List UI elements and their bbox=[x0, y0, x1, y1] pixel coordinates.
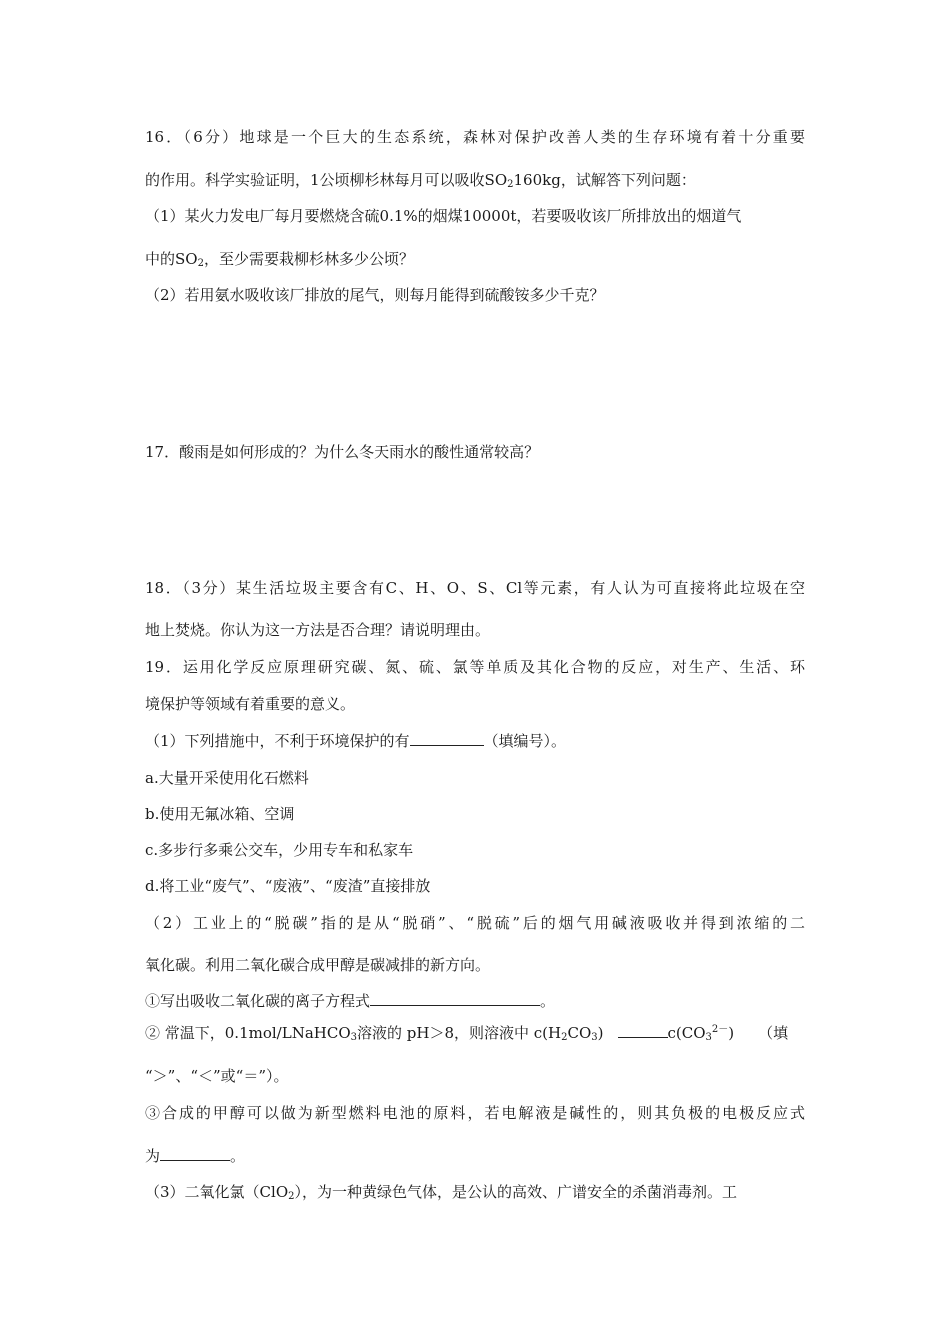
q16-subscript: 2 bbox=[507, 179, 514, 190]
q17-text: 17．酸雨是如何形成的？为什么冬天雨水的酸性通常较高？ bbox=[145, 443, 540, 461]
q19-part-3-text-a: （3）二氧化氯（ClO bbox=[145, 1183, 289, 1201]
q19-sub-2-text-b: 溶液的 pH＞8，则溶液中 c(H bbox=[357, 1024, 562, 1042]
q19-part-2-line-1: （2）工业上的“脱碳”指的是从“脱硝”、“脱硫”后的烟气用碱液吸收并得到浓缩的二 bbox=[145, 914, 805, 932]
q18-line-2: 地上焚烧。你认为这一方法是否合理？请说明理由。 bbox=[145, 621, 491, 639]
q19-sub-2-subscript-4: 3 bbox=[705, 1032, 712, 1043]
q19-option-b: b.使用无氟冰箱、空调 bbox=[145, 805, 295, 823]
q19-line-1: 19．运用化学反应原理研究碳、氮、硫、氯等单质及其化合物的反应，对生产、生活、环 bbox=[145, 658, 805, 676]
q19-sub-2-text-d: ) bbox=[597, 1024, 604, 1042]
q18-line-1: 18．（3分）某生活垃圾主要含有C、H、O、S、Cl等元素，有人认为可直接将此垃圾在空 bbox=[145, 579, 805, 597]
q19-sub-3-line-1: ③合成的甲醇可以做为新型燃料电池的原料，若电解液是碱性的，则其负极的电极反应式 bbox=[145, 1104, 805, 1122]
q19-sub-2-answer-blank[interactable] bbox=[618, 1023, 668, 1038]
q19-part-1-text-b: （填编号）。 bbox=[483, 732, 567, 750]
q19-sub-2-text-a: ② 常温下，0.1mol/LNaHCO bbox=[145, 1024, 351, 1042]
q16-part-1-line-2 bbox=[145, 249, 414, 269]
q19-sub-1 bbox=[145, 991, 555, 1011]
q19-part-3-text-b: ），为一种黄绿色气体，是公认的高效、广谱安全的杀菌消毒剂。工 bbox=[294, 1183, 738, 1201]
q19-part-3 bbox=[145, 1182, 737, 1202]
q16-line-2 bbox=[145, 170, 696, 190]
q19-sub-3-answer-blank[interactable] bbox=[160, 1146, 230, 1161]
q16-part-2: （2）若用氨水吸收该厂排放的尾气，则每月能得到硫酸铵多少千克？ bbox=[145, 286, 605, 304]
q19-option-d: d.将工业“废气”、“废液”、“废渣”直接排放 bbox=[145, 877, 431, 895]
q19-sub-1-answer-blank[interactable] bbox=[370, 991, 540, 1006]
q19-part-2-line-2: 氧化碳。利用二氧化碳合成甲醇是碳减排的新方向。 bbox=[145, 956, 491, 974]
q19-part-1 bbox=[145, 731, 566, 751]
q16-part-1-subscript: 2 bbox=[197, 258, 204, 269]
q19-sub-2 bbox=[145, 1023, 788, 1043]
q19-part-3-subscript: 2 bbox=[288, 1191, 295, 1202]
q19-sub-3-text-a: 为 bbox=[145, 1147, 161, 1165]
q19-part-1-text-a: （1）下列措施中，不利于环境保护的有 bbox=[145, 732, 410, 750]
q19-sub-1-text-a: ①写出吸收二氧化碳的离子方程式 bbox=[145, 992, 371, 1010]
q16-part-1-line-1: （1）某火力发电厂每月要燃烧含硫0.1%的烟煤10000t，若要吸收该厂所排放出的烟道气 bbox=[145, 207, 742, 225]
q16-part-1-text-a: 中的SO bbox=[145, 250, 198, 268]
q19-sub-1-text-b: 。 bbox=[540, 992, 556, 1010]
q16-part-1-text-b: ，至少需要栽柳杉林多少公顷？ bbox=[203, 250, 414, 268]
q19-sub-2-text-c: CO bbox=[567, 1024, 592, 1042]
q19-sub-3-text-b: 。 bbox=[230, 1147, 246, 1165]
q19-sub-2-text-e: c(CO bbox=[667, 1024, 706, 1042]
q19-sub-2-subscript-2: 2 bbox=[561, 1032, 568, 1043]
q19-option-c: c.多步行多乘公交车，少用专车和私家车 bbox=[145, 841, 414, 859]
q16-line-1: 16．（6分）地球是一个巨大的生态系统，森林对保护改善人类的生存环境有着十分重要 bbox=[145, 128, 805, 146]
q19-part-1-answer-blank[interactable] bbox=[410, 731, 484, 746]
q19-sub-2-line-2: “＞”、“＜”或“＝”）。 bbox=[145, 1067, 289, 1085]
q19-line-2: 境保护等领域有着重要的意义。 bbox=[145, 695, 356, 713]
q16-line-2-text-b: 160kg，试解答下列问题： bbox=[513, 171, 696, 189]
q16-line-2-text-a: 的作用。科学实验证明，1公顷柳杉林每月可以吸收SO bbox=[145, 171, 508, 189]
q19-sub-2-subscript-1: 3 bbox=[350, 1032, 357, 1043]
q19-sub-2-text-g: （填 bbox=[758, 1024, 789, 1042]
q19-sub-2-superscript: 2－ bbox=[711, 1024, 729, 1035]
q19-option-a: a.大量开采使用化石燃料 bbox=[145, 769, 309, 787]
q19-sub-2-text-f: ) bbox=[728, 1024, 735, 1042]
q19-sub-2-subscript-3: 3 bbox=[591, 1032, 598, 1043]
q19-sub-3-line-2 bbox=[145, 1146, 245, 1166]
